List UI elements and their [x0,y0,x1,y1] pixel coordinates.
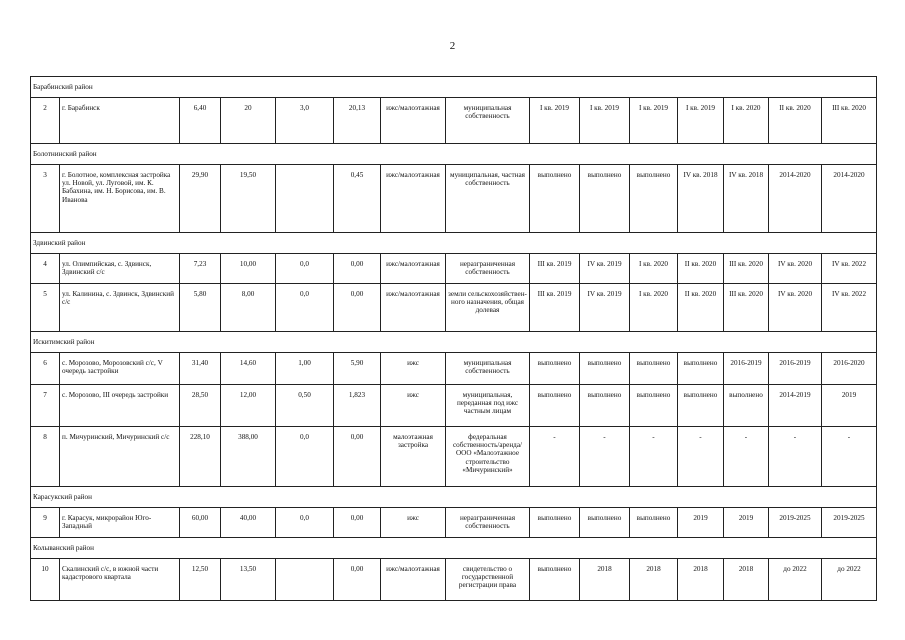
object-name: с. Морозово, III очередь застройки [60,385,180,427]
schedule-period: IV кв. 2022 [822,254,877,284]
schedule-period: 2018 [678,559,724,601]
schedule-period: III кв. 2020 [724,284,769,332]
area-value [276,165,334,233]
schedule-period: выполнено [630,353,678,385]
district-name: Здвинский район [31,233,877,254]
area-value: 0,0 [276,508,334,538]
schedule-period: III кв. 2020 [724,254,769,284]
schedule-period: IV кв. 2022 [822,284,877,332]
area-value: 5,90 [334,353,381,385]
schedule-period: - [580,427,630,487]
page-number: 2 [449,40,456,52]
area-value: 1,00 [276,353,334,385]
schedule-period: выполнено [530,559,580,601]
schedule-period: III кв. 2020 [822,98,877,144]
area-value: 0,00 [334,427,381,487]
table-row [31,353,877,385]
object-name: Скалинский с/с, в южной части кадастрового квартала [60,559,180,601]
schedule-period: 2019 [724,508,769,538]
schedule-period: выполнено [530,385,580,427]
schedule-period: I кв. 2020 [724,98,769,144]
table-body [31,77,877,601]
area-value: 28,50 [180,385,221,427]
building-type: малоэтажная застройка [381,427,446,487]
table-row [31,284,877,332]
area-value: 29,90 [180,165,221,233]
area-value: 20 [221,98,276,144]
schedule-period: 2014-2020 [822,165,877,233]
area-value: 0,00 [334,254,381,284]
building-type: ижс [381,353,446,385]
schedule-period: 2019-2025 [822,508,877,538]
schedule-period: - [630,427,678,487]
row-number: 3 [31,165,60,233]
row-number: 9 [31,508,60,538]
schedule-period: III кв. 2019 [530,254,580,284]
row-number: 6 [31,353,60,385]
table-row [31,508,877,538]
ownership-type: федеральная собственность/аренда/ ООО «Малоэтажное строительство «Мичуринский» [446,427,530,487]
schedule-period: I кв. 2019 [530,98,580,144]
schedule-period: 2016-2019 [769,353,822,385]
schedule-period: выполнено [678,353,724,385]
area-value: 228,10 [180,427,221,487]
district-header-row [31,233,877,254]
table-row [31,165,877,233]
schedule-period: II кв. 2020 [678,254,724,284]
schedule-period: выполнено [530,353,580,385]
area-value: 7,23 [180,254,221,284]
schedule-period: 2016-2020 [822,353,877,385]
district-name: Колыванский район [31,538,877,559]
area-value: 3,0 [276,98,334,144]
area-value: 20,13 [334,98,381,144]
object-name: ул. Олимпийская, с. Здвинск, Здвинский с/с [60,254,180,284]
schedule-period: выполнено [724,385,769,427]
schedule-period: - [530,427,580,487]
table-row [31,98,877,144]
object-name: п. Мичуринский, Мичуринский с/с [60,427,180,487]
schedule-period: - [769,427,822,487]
ownership-type: свидетельство о государственной регистрации права [446,559,530,601]
area-value: 0,45 [334,165,381,233]
area-value: 0,0 [276,254,334,284]
schedule-period: 2018 [724,559,769,601]
schedule-period: выполнено [630,508,678,538]
area-value: 19,50 [221,165,276,233]
schedule-period: до 2022 [822,559,877,601]
schedule-period: IV кв. 2019 [580,284,630,332]
schedule-period: 2014-2020 [769,165,822,233]
schedule-period: II кв. 2020 [769,98,822,144]
row-number: 7 [31,385,60,427]
row-number: 10 [31,559,60,601]
area-value: 40,00 [221,508,276,538]
schedule-period: I кв. 2019 [678,98,724,144]
building-type: ижс [381,385,446,427]
object-name: г. Барабинск [60,98,180,144]
schedule-period: I кв. 2019 [580,98,630,144]
schedule-period: 2019 [822,385,877,427]
object-name: г. Карасук, микрорайон Юго-Западный [60,508,180,538]
district-header-row [31,332,877,353]
schedule-period: выполнено [678,385,724,427]
building-type: ижс/малоэтажная [381,165,446,233]
object-name: ул. Калинина, с. Здвинск, Здвинский с/с [60,284,180,332]
object-name: г. Болотное, комплексная застройка ул. Новой, ул. Луговой, им. К. Бабахина, им. Н. Борисова, им. В. Иванова [60,165,180,233]
schedule-period: IV кв. 2018 [678,165,724,233]
table-row [31,559,877,601]
ownership-type: неразграниченная собственность [446,254,530,284]
area-value: 6,40 [180,98,221,144]
district-header-row [31,144,877,165]
schedule-period: III кв. 2019 [530,284,580,332]
district-name: Болотнинский район [31,144,877,165]
schedule-period: 2016-2019 [724,353,769,385]
schedule-period: 2019-2025 [769,508,822,538]
district-name: Барабинский район [31,77,877,98]
schedule-period: 2019 [678,508,724,538]
schedule-period: IV кв. 2020 [769,284,822,332]
table-row [31,427,877,487]
area-value: 8,00 [221,284,276,332]
district-header-row [31,77,877,98]
schedule-period: выполнено [580,165,630,233]
area-value: 5,80 [180,284,221,332]
ownership-type: муниципальная, частная собственность [446,165,530,233]
schedule-period: I кв. 2020 [630,254,678,284]
schedule-period: - [822,427,877,487]
area-value [276,559,334,601]
area-value: 14,60 [221,353,276,385]
ownership-type: муниципальная собственность [446,353,530,385]
schedule-period: - [678,427,724,487]
area-value: 0,50 [276,385,334,427]
row-number: 8 [31,427,60,487]
building-type: ижс/малоэтажная [381,559,446,601]
area-value: 12,50 [180,559,221,601]
schedule-period: IV кв. 2020 [769,254,822,284]
schedule-period: IV кв. 2018 [724,165,769,233]
schedule-period: 2018 [630,559,678,601]
building-type: ижс/малоэтажная [381,284,446,332]
row-number: 4 [31,254,60,284]
schedule-period: II кв. 2020 [678,284,724,332]
schedule-period: выполнено [580,385,630,427]
area-value: 0,00 [334,284,381,332]
district-header-row [31,487,877,508]
area-value: 1,823 [334,385,381,427]
area-value: 0,00 [334,508,381,538]
district-header-row [31,538,877,559]
area-value: 12,00 [221,385,276,427]
table-row [31,254,877,284]
building-type: ижс [381,508,446,538]
schedule-period: I кв. 2020 [630,284,678,332]
area-value: 31,40 [180,353,221,385]
area-value: 60,00 [180,508,221,538]
row-number: 2 [31,98,60,144]
schedule-period: выполнено [530,165,580,233]
schedule-period: - [724,427,769,487]
schedule-period: IV кв. 2019 [580,254,630,284]
area-value: 388,00 [221,427,276,487]
land-plots-table [30,76,877,601]
building-type: ижс/малоэтажная [381,254,446,284]
schedule-period: выполнено [630,385,678,427]
area-value: 0,0 [276,284,334,332]
schedule-period: до 2022 [769,559,822,601]
schedule-period: выполнено [530,508,580,538]
area-value: 13,50 [221,559,276,601]
district-name: Искитимский район [31,332,877,353]
ownership-type: муниципальная собственность [446,98,530,144]
ownership-type: земли сельскохозяйствен-ного назначения, общая долевая [446,284,530,332]
ownership-type: неразграниченная собственность [446,508,530,538]
building-type: ижс/малоэтажная [381,98,446,144]
schedule-period: выполнено [580,353,630,385]
row-number: 5 [31,284,60,332]
object-name: с. Морозово, Морозовский с/с, V очередь застройки [60,353,180,385]
schedule-period: 2014-2019 [769,385,822,427]
ownership-type: муниципальная, переданная под ижс частным лицам [446,385,530,427]
district-name: Карасукский район [31,487,877,508]
area-value: 0,00 [334,559,381,601]
schedule-period: выполнено [580,508,630,538]
table-row [31,385,877,427]
schedule-period: 2018 [580,559,630,601]
area-value: 0,0 [276,427,334,487]
schedule-period: I кв. 2019 [630,98,678,144]
schedule-period: выполнено [630,165,678,233]
area-value: 10,00 [221,254,276,284]
